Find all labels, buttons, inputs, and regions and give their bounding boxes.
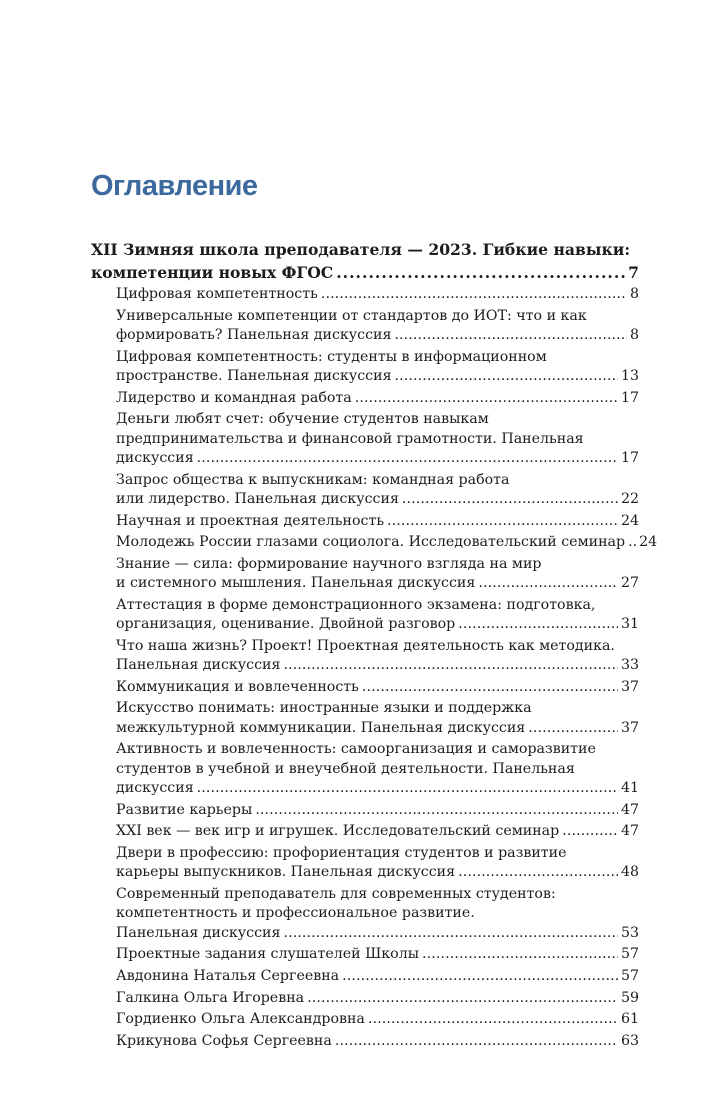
toc-entry-line: предпринимательства и финансовой грамотности. Панельная xyxy=(116,430,584,447)
toc-entry-line: XXI век — век игр и игрушек. Исследовательский семинар xyxy=(116,823,560,840)
toc-entry-line: Авдонина Наталья Сергеевна xyxy=(116,967,340,984)
toc-entry[interactable] xyxy=(116,307,639,346)
toc-entry-line: Знание — сила: формирование научного взгляда на мир xyxy=(116,555,542,572)
toc-entry-leader xyxy=(116,656,639,675)
toc-entry-leader xyxy=(116,719,639,738)
toc-entry[interactable] xyxy=(116,555,639,594)
dot-leader xyxy=(197,449,618,468)
page-number: 27 xyxy=(620,575,639,592)
toc-entry-line: карьеры выпускников. Панельная дискуссия xyxy=(116,864,456,881)
toc-entry-leader xyxy=(116,967,639,986)
toc-entry-line: Молодежь России глазами социолога. Исследовательский семинар xyxy=(116,534,626,551)
toc-entry-line: Развитие карьеры xyxy=(116,801,253,818)
dot-leader xyxy=(628,533,636,552)
toc-entry[interactable] xyxy=(116,699,639,738)
dot-leader xyxy=(395,367,618,386)
page-number: 63 xyxy=(620,1032,639,1049)
toc-entry[interactable] xyxy=(116,945,639,964)
toc-entry[interactable] xyxy=(116,822,639,841)
toc-entry-line: межкультурной коммуникации. Панельная дискуссия xyxy=(116,719,526,736)
toc-main-line: XII Зимняя школа преподавателя — 2023. Гибкие навыки: xyxy=(91,240,631,259)
page-number: 17 xyxy=(620,389,639,406)
toc-entry-line: Запрос общества к выпускникам: командная работа xyxy=(116,471,510,488)
dot-leader xyxy=(197,779,618,798)
toc-main-leader xyxy=(91,261,639,284)
dot-leader xyxy=(362,678,618,697)
dot-leader xyxy=(307,989,618,1008)
page-number: 24 xyxy=(639,534,658,551)
toc-entry[interactable] xyxy=(116,967,639,986)
toc-entry-leader xyxy=(116,389,639,408)
dot-leader xyxy=(342,967,618,986)
dot-leader xyxy=(402,490,618,509)
toc-entry[interactable] xyxy=(116,533,658,552)
toc-entry[interactable] xyxy=(116,885,639,943)
toc-entry-line: Галкина Ольга Игоревна xyxy=(116,989,305,1006)
toc-entry[interactable] xyxy=(116,637,639,676)
dot-leader xyxy=(283,924,617,943)
toc-entry[interactable] xyxy=(116,285,639,304)
toc-entry[interactable] xyxy=(116,471,639,510)
toc-entry-leader xyxy=(116,801,639,820)
toc-entry[interactable] xyxy=(116,389,639,408)
page-number: 47 xyxy=(620,823,639,840)
toc-entry-line: или лидерство. Панельная дискуссия xyxy=(116,491,399,507)
toc-entry-leader xyxy=(116,512,639,531)
toc-entry-line: Проектные задания слушателей Школы xyxy=(116,946,420,963)
page-number: 22 xyxy=(620,491,639,507)
dot-leader xyxy=(387,512,618,531)
toc-entry-line: Научная и проектная деятельность xyxy=(116,512,385,529)
page-number: 37 xyxy=(620,678,639,695)
page-number: 24 xyxy=(620,512,639,529)
toc-entry-leader xyxy=(116,367,639,386)
dot-leader xyxy=(355,389,618,408)
page-number: 8 xyxy=(629,286,639,302)
toc-entry[interactable] xyxy=(116,410,639,468)
toc-entry-line: организация, оценивание. Двойной разговор xyxy=(116,616,456,633)
toc-entry-line: Гордиенко Ольга Александровна xyxy=(116,1011,365,1028)
toc-entry-leader xyxy=(116,678,639,697)
dot-leader xyxy=(336,261,625,284)
toc-entry-line: Лидерство и командная работа xyxy=(116,389,352,406)
toc-entry[interactable] xyxy=(116,1032,639,1051)
toc-entry-line: Искусство понимать: иностранные языки и поддержка xyxy=(116,700,532,717)
toc-entry-leader xyxy=(116,945,639,964)
toc-entry-line: Двери в профессию: профориентация студентов и развитие xyxy=(116,844,567,861)
toc-entry-line: Панельная дискуссия xyxy=(116,924,281,941)
page-number: 48 xyxy=(620,864,639,881)
toc-entry-line: Аттестация в форме демонстрационного экзамена: подготовка, xyxy=(116,596,596,613)
dot-leader xyxy=(335,1032,618,1051)
dot-leader xyxy=(321,285,627,304)
dot-leader xyxy=(458,863,618,882)
page-number: 53 xyxy=(620,924,639,941)
toc-entry-leader xyxy=(116,1010,639,1029)
toc-entry[interactable] xyxy=(116,1010,639,1029)
toc-entry[interactable] xyxy=(116,596,639,635)
toc-entries xyxy=(116,285,658,1051)
toc-entry-leader xyxy=(116,615,639,634)
toc-entry-line: Активность и вовлеченность: самоорганизация и саморазвитие xyxy=(116,741,596,758)
toc-entry[interactable] xyxy=(116,801,639,820)
toc-entry-line: Что наша жизнь? Проект! Проектная деятельность как методика. xyxy=(116,637,615,654)
page-number: 61 xyxy=(620,1011,639,1028)
toc-entry[interactable] xyxy=(116,844,639,883)
toc-entry-line: Универсальные компетенции от стандартов до ИОТ: что и как xyxy=(116,307,587,324)
toc-entry[interactable] xyxy=(116,989,639,1008)
page-number: 31 xyxy=(620,616,639,633)
page-number: 37 xyxy=(620,719,639,736)
toc-entry-line: Панельная дискуссия xyxy=(116,657,281,674)
page-number: 41 xyxy=(620,780,639,797)
toc-entry-leader xyxy=(116,285,639,304)
toc-entry-line: пространстве. Панельная дискуссия xyxy=(116,368,392,384)
page-number: 8 xyxy=(629,327,639,343)
toc-entry-line: и системного мышления. Панельная дискуссия xyxy=(116,575,476,592)
page-number: 7 xyxy=(628,263,639,282)
toc-entry-line: Цифровая компетентность xyxy=(116,286,318,302)
page-number: 33 xyxy=(620,657,639,674)
toc-entry-leader xyxy=(116,449,639,468)
toc-entry-leader xyxy=(116,822,639,841)
toc-entry[interactable] xyxy=(116,678,639,697)
toc-entry-leader xyxy=(116,574,639,593)
toc-entry-leader xyxy=(116,533,658,552)
page-number: 47 xyxy=(620,801,639,818)
page-number: 13 xyxy=(620,368,639,384)
toc-entry-leader xyxy=(116,326,639,345)
toc-entry-line: Крикунова Софья Сергеевна xyxy=(116,1032,332,1049)
dot-leader xyxy=(368,1010,618,1029)
dot-leader xyxy=(394,326,627,345)
toc-entry[interactable] xyxy=(116,512,639,531)
toc-entry-line: Цифровая компетентность: студенты в информационном xyxy=(116,348,547,365)
dot-leader xyxy=(528,719,618,738)
toc-main-entry[interactable] xyxy=(91,238,639,284)
dot-leader xyxy=(422,945,618,964)
toc-entry-line: формировать? Панельная дискуссия xyxy=(116,327,392,343)
page-number: 57 xyxy=(620,946,639,963)
toc-main-line: компетенции новых ФГОС xyxy=(91,263,334,282)
dot-leader xyxy=(255,801,618,820)
toc-entry-leader xyxy=(116,924,639,943)
toc-entry-line: компетентность и профессиональное развитие. xyxy=(116,905,475,922)
page-number: 17 xyxy=(620,450,639,466)
toc-entry-line: студентов в учебной и внеучебной деятельности. Панельная xyxy=(116,760,575,777)
page-number: 59 xyxy=(620,989,639,1006)
toc-entry-line: дискуссия xyxy=(116,450,194,466)
page-number: 57 xyxy=(620,967,639,984)
toc-entry-line: Современный преподаватель для современных студентов: xyxy=(116,885,556,902)
toc-entry-leader xyxy=(116,989,639,1008)
dot-leader xyxy=(458,615,618,634)
toc-entry[interactable] xyxy=(116,740,639,798)
page-title: Оглавление xyxy=(91,170,258,202)
toc-entry-leader xyxy=(116,490,639,509)
toc-entry-leader xyxy=(116,1032,639,1051)
toc-entry[interactable] xyxy=(116,348,639,387)
toc-entry-line: Деньги любят счет: обучение студентов навыкам xyxy=(116,411,489,428)
dot-leader xyxy=(562,822,618,841)
table-of-contents xyxy=(91,238,658,1053)
toc-entry-leader xyxy=(116,779,639,798)
dot-leader xyxy=(478,574,618,593)
toc-entry-line: дискуссия xyxy=(116,780,194,797)
dot-leader xyxy=(283,656,617,675)
toc-entry-line: Коммуникация и вовлеченность xyxy=(116,678,359,695)
toc-entry-leader xyxy=(116,863,639,882)
